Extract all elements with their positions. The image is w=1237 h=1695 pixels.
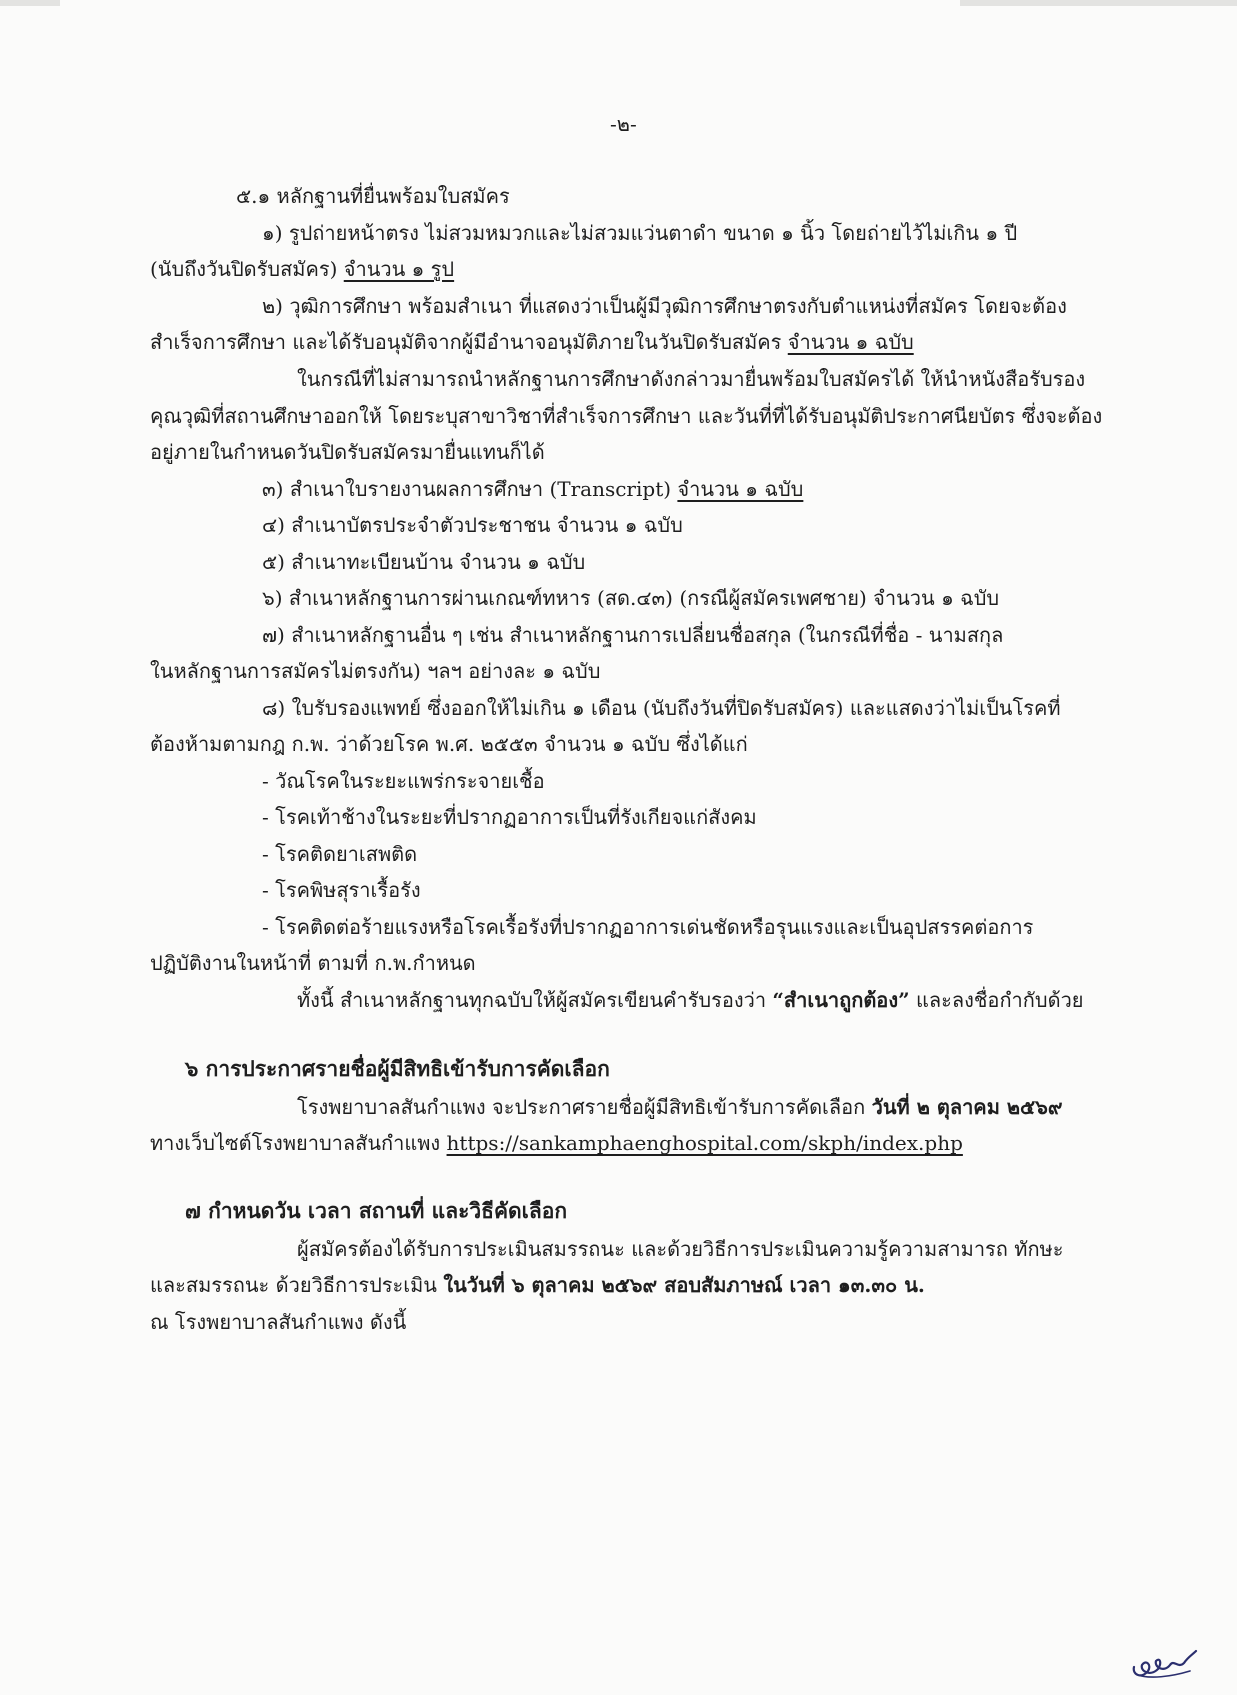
item-2-count: จำนวน ๑ ฉบับ bbox=[787, 330, 914, 354]
note-line-1: ในกรณีที่ไม่สามารถนำหลักฐานการศึกษาดังกล่าวมายื่นพร้อมใบสมัครได้ ให้นำหนังสือรับรอง bbox=[297, 367, 1086, 391]
disease-item: - โรคติดยาเสพติด bbox=[262, 842, 418, 866]
exam-date-time: ในวันที่ ๖ ตุลาคม ๒๕๖๙ สอบสัมภาษณ์ เวลา ๑๓.๓๐ น. bbox=[443, 1273, 925, 1297]
item-1-line-2: (นับถึงวันปิดรับสมัคร) จำนวน ๑ รูป bbox=[150, 257, 455, 281]
section-7-line-3: ณ โรงพยาบาลสันกำแพง ดังนี้ bbox=[150, 1310, 407, 1334]
certify-phrase: “สำเนาถูกต้อง” bbox=[772, 988, 910, 1012]
note-line-2: คุณวุฒิที่สถานศึกษาออกให้ โดยระบุสาขาวิชาที่สำเร็จการศึกษา และวันที่ที่ได้รับอนุมัติประกาศนียบัตร ซึ่งจะต้อง bbox=[150, 404, 1103, 428]
section-7-line-1: ผู้สมัครต้องได้รับการประเมินสมรรถนะ และด้วยวิธีการประเมินความรู้ความสามารถ ทักษะ bbox=[297, 1237, 1064, 1261]
announce-date: วันที่ ๒ ตุลาคม ๒๕๖๙ bbox=[871, 1095, 1063, 1119]
item-7-line-1: ๗) สำเนาหลักฐานอื่น ๆ เช่น สำเนาหลักฐานการเปลี่ยนชื่อสกุล (ในกรณีที่ชื่อ - นามสกุล bbox=[262, 623, 1004, 647]
item-1-count: จำนวน ๑ รูป bbox=[343, 257, 455, 281]
item-3-count: จำนวน ๑ ฉบับ bbox=[677, 477, 804, 501]
disease-item: - โรคติดต่อร้ายแรงหรือโรคเรื้อรังที่ปรากฏอาการเด่นชัดหรือรุนแรงและเป็นอุปสรรคต่อการ bbox=[262, 915, 1034, 939]
certify-statement: ทั้งนี้ สำเนาหลักฐานทุกฉบับให้ผู้สมัครเขียนคำรับรองว่า “สำเนาถูกต้อง” และลงชื่อกำกับด้วย bbox=[297, 988, 1084, 1012]
item-2-line-2: สำเร็จการศึกษา และได้รับอนุมัติจากผู้มีอำนาจอนุมัติภายในวันปิดรับสมัคร จำนวน ๑ ฉบับ bbox=[150, 330, 914, 354]
disease-item: - วัณโรคในระยะแพร่กระจายเชื้อ bbox=[262, 769, 545, 793]
item-6: ๖) สำเนาหลักฐานการผ่านเกณฑ์ทหาร (สด.๔๓) (กรณีผู้สมัครเพศชาย) จำนวน ๑ ฉบับ bbox=[262, 586, 1000, 610]
scan-artifact bbox=[960, 0, 1237, 6]
disease-item-continuation: ปฏิบัติงานในหน้าที่ ตามที่ ก.พ.กำหนด bbox=[150, 951, 476, 975]
section-7-heading: ๗ กำหนดวัน เวลา สถานที่ และวิธีคัดเลือก bbox=[185, 1198, 568, 1223]
item-2-line-1: ๒) วุฒิการศึกษา พร้อมสำเนา ที่แสดงว่าเป็นผู้มีวุฒิการศึกษาตรงกับตำแหน่งที่สมัคร โดยจะต้อง bbox=[262, 294, 1067, 318]
item-1-line-1: ๑) รูปถ่ายหน้าตรง ไม่สวมหมวกและไม่สวมแว่นตาดำ ขนาด ๑ นิ้ว โดยถ่ายไว้ไม่เกิน ๑ ปี bbox=[262, 221, 1018, 245]
item-4: ๔) สำเนาบัตรประจำตัวประชาชน จำนวน ๑ ฉบับ bbox=[262, 513, 683, 537]
section-7-line-2: และสมรรถนะ ด้วยวิธีการประเมิน ในวันที่ ๖ ตุลาคม ๒๕๖๙ สอบสัมภาษณ์ เวลา ๑๓.๓๐ น. bbox=[150, 1273, 925, 1297]
item-8-line-2: ต้องห้ามตามกฎ ก.พ. ว่าด้วยโรค พ.ศ. ๒๕๕๓ จำนวน ๑ ฉบับ ซึ่งได้แก่ bbox=[150, 732, 748, 756]
item-5: ๕) สำเนาทะเบียนบ้าน จำนวน ๑ ฉบับ bbox=[262, 550, 586, 574]
section-6-line-2: ทางเว็บไซต์โรงพยาบาลสันกำแพง https://sankamphaenghospital.com/skph/index.php bbox=[150, 1131, 963, 1155]
section-5-1-heading: ๕.๑ หลักฐานที่ยื่นพร้อมใบสมัคร bbox=[236, 184, 510, 208]
item-8-line-1: ๘) ใบรับรองแพทย์ ซึ่งออกให้ไม่เกิน ๑ เดือน (นับถึงวันที่ปิดรับสมัคร) และแสดงว่าไม่เป็นโรคที่ bbox=[262, 696, 1061, 720]
item-7-line-2: ในหลักฐานการสมัครไม่ตรงกัน) ฯลฯ อย่างละ ๑ ฉบับ bbox=[150, 659, 601, 683]
item-3: ๓) สำเนาใบรายงานผลการศึกษา (Transcript) จำนวน ๑ ฉบับ bbox=[262, 477, 804, 501]
section-6-heading: ๖ การประกาศรายชื่อผู้มีสิทธิเข้ารับการคัดเลือก bbox=[185, 1056, 610, 1081]
page-number: -๒- bbox=[610, 112, 637, 136]
scan-artifact bbox=[0, 0, 60, 6]
note-line-3: อยู่ภายในกำหนดวันปิดรับสมัครมายื่นแทนก็ได้ bbox=[150, 440, 545, 464]
disease-item: - โรคพิษสุราเรื้อรัง bbox=[262, 878, 421, 902]
handwritten-signature bbox=[1130, 1645, 1200, 1683]
section-6-line-1: โรงพยาบาลสันกำแพง จะประกาศรายชื่อผู้มีสิทธิเข้ารับการคัดเลือก วันที่ ๒ ตุลาคม ๒๕๖๙ bbox=[297, 1095, 1063, 1119]
hospital-website-link[interactable]: https://sankamphaenghospital.com/skph/index.php bbox=[446, 1131, 963, 1155]
disease-item: - โรคเท้าช้างในระยะที่ปรากฏอาการเป็นที่รังเกียจแก่สังคม bbox=[262, 805, 757, 829]
